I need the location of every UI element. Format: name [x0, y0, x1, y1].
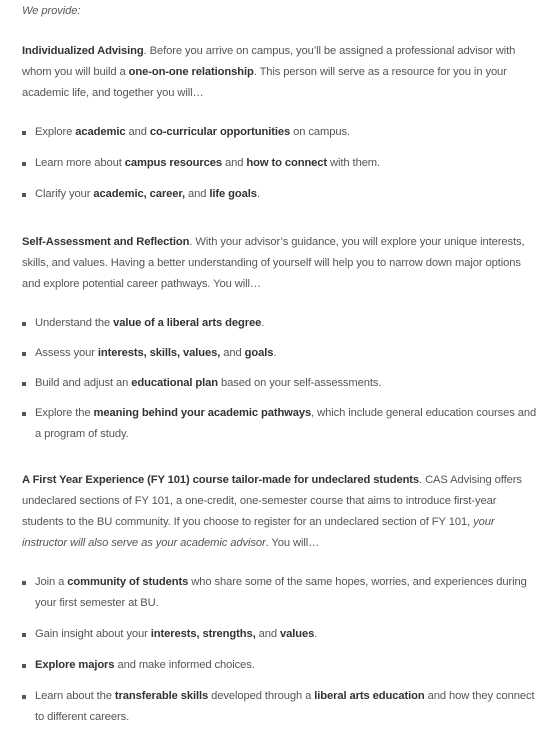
list-item: Join a community of students who share some of the same hopes, worries, and experiences during your first semester at BU.	[22, 572, 537, 614]
list-item: Assess your interests, skills, values, and goals.	[22, 343, 537, 364]
bullet-list	[22, 313, 537, 445]
intro-text: We provide:	[22, 5, 81, 17]
list-item: Explore majors and make informed choices.	[22, 655, 537, 676]
list-item: Learn about the transferable skills developed through a liberal arts education and how they connect to different careers.	[22, 686, 537, 728]
list-item: Explore academic and co-curricular opportunities on campus.	[22, 122, 537, 143]
list-item: Clarify your academic, career, and life goals.	[22, 184, 537, 205]
section-heading: Individualized Advising	[22, 45, 144, 57]
section-heading: A First Year Experience (FY 101) course tailor-made for undeclared students	[22, 474, 420, 486]
section-individualized-advising: Individualized Advising. Before you arrive on campus, you’ll be assigned a professional advisor with whom you will build a one-on-one relationship. This person will serve as a resource for you in your academic life, and together you will…	[22, 45, 516, 99]
section-first-year-experience: A First Year Experience (FY 101) course tailor-made for undeclared students. CAS Advising offers undeclared sections of FY 101, a one-credit, one-semester course that aims to introduce first-year students to the BU community. If you choose to register for an undeclared section of FY 101, your instructor will also serve as your academic advisor. You will…	[22, 474, 522, 549]
section-self-assessment: Self-Assessment and Reflection. With your advisor’s guidance, you will explore your unique interests, skills, and values. Having a better understanding of yourself will help you to narrow down major options and explore potential career pathways. You will…	[22, 236, 525, 290]
list-item: Gain insight about your interests, strengths, and values.	[22, 624, 537, 645]
list-item: Explore the meaning behind your academic pathways, which include general education courses and a program of study.	[22, 403, 537, 445]
list-item: Build and adjust an educational plan based on your self-assessments.	[22, 373, 537, 394]
list-item: Learn more about campus resources and how to connect with them.	[22, 153, 537, 174]
section-heading: Self-Assessment and Reflection	[22, 236, 190, 248]
bullet-list	[22, 572, 537, 728]
list-item: Understand the value of a liberal arts degree.	[22, 313, 537, 334]
bullet-list	[22, 122, 537, 205]
